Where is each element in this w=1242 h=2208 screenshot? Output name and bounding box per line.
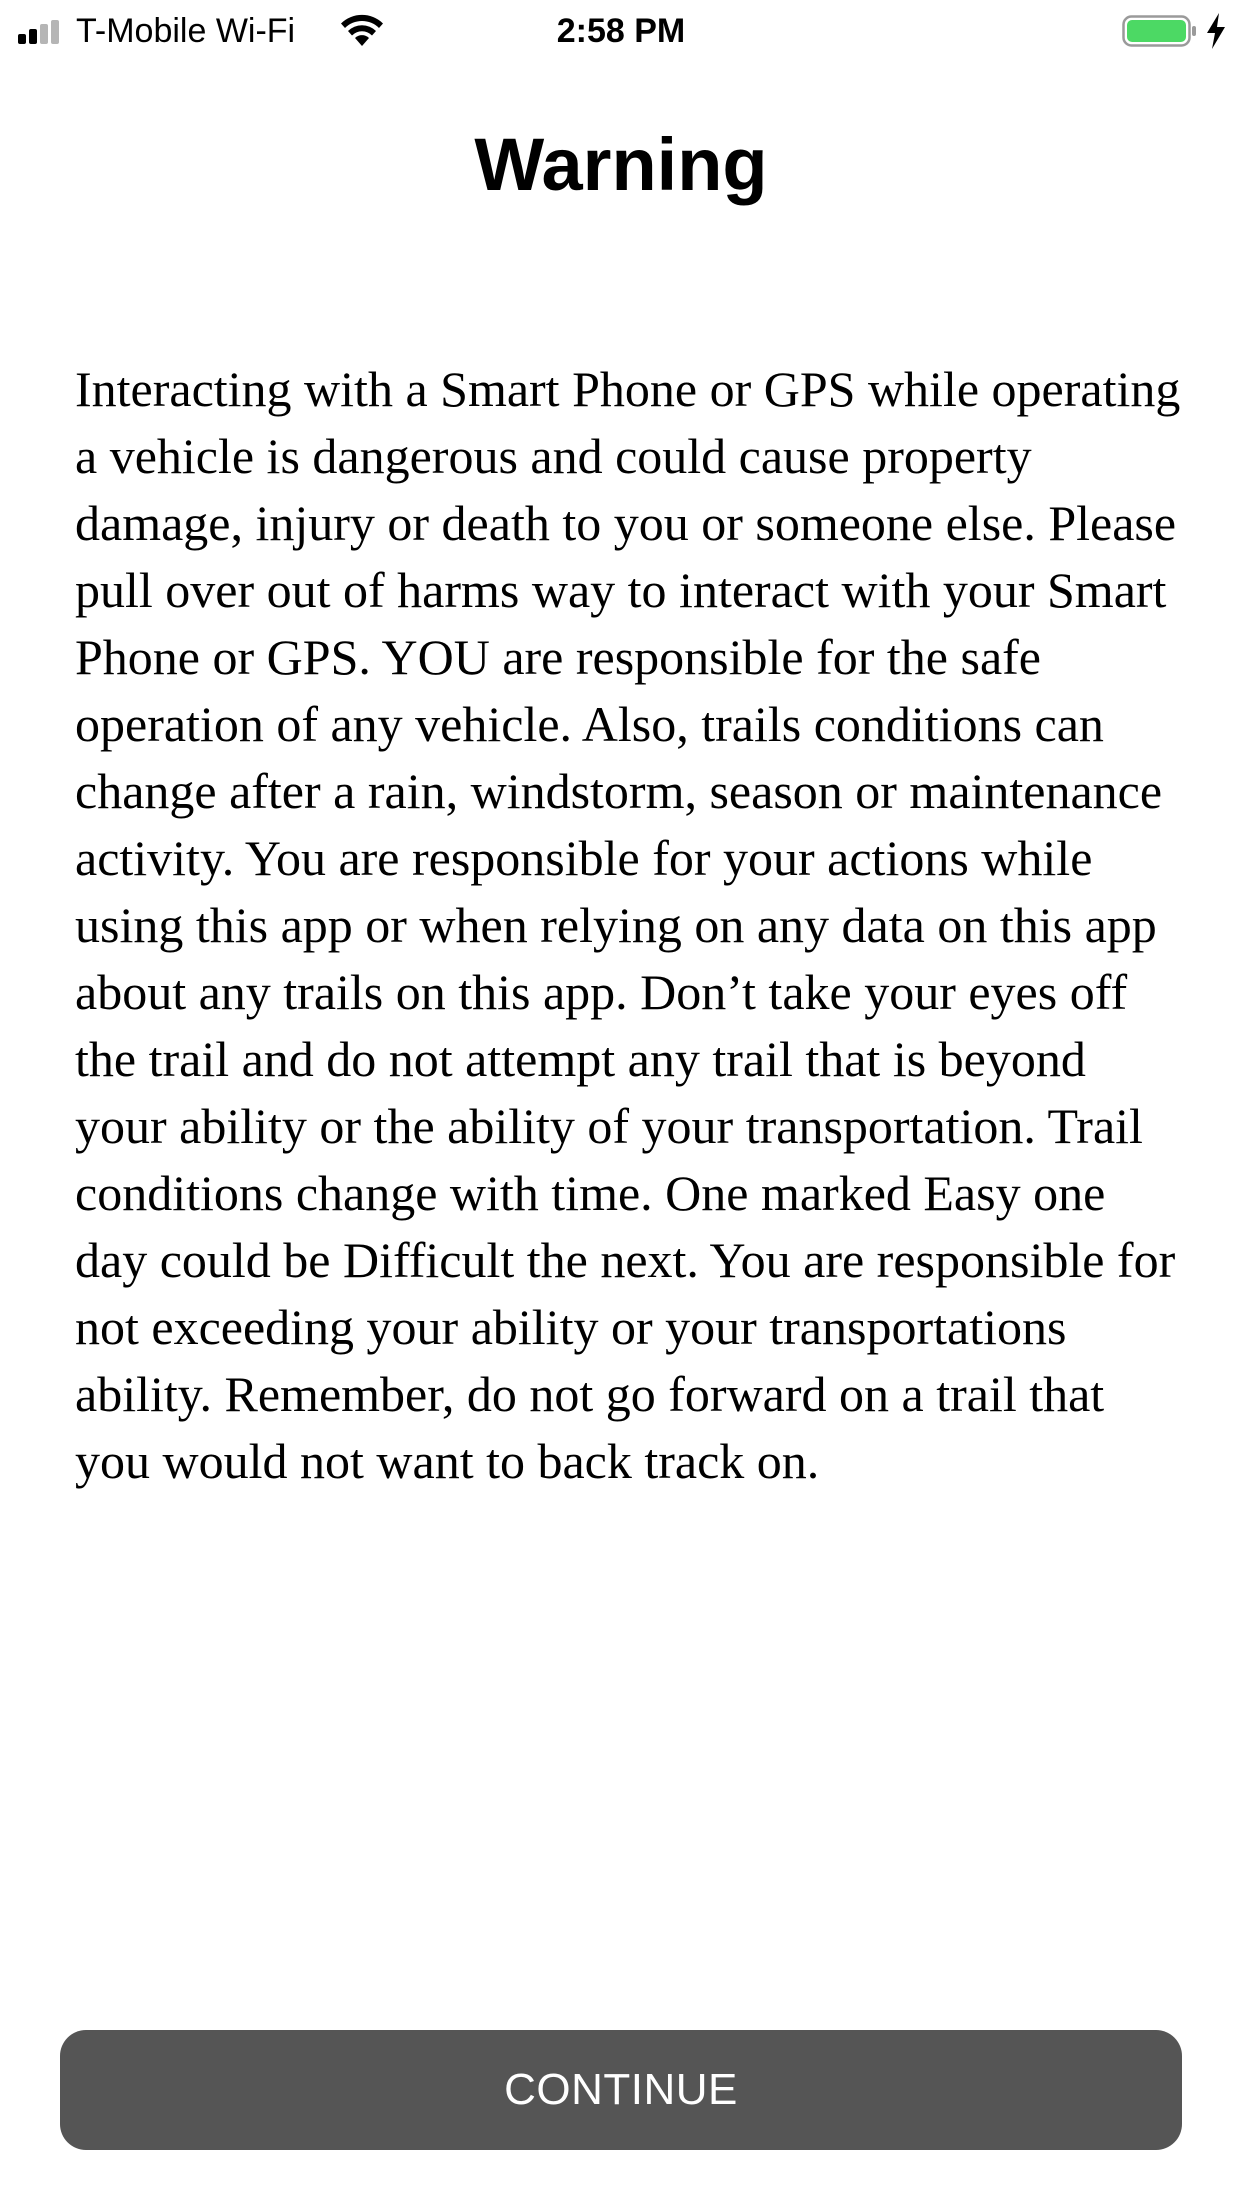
page-title: Warning	[474, 123, 768, 206]
battery-icon	[1122, 14, 1198, 48]
status-time: 2:58 PM	[556, 12, 686, 50]
status-bar	[0, 0, 1242, 60]
carrier-name: T-Mobile Wi-Fi	[76, 12, 296, 50]
charging-bolt-icon	[1204, 12, 1228, 50]
continue-button[interactable]: CONTINUE	[60, 2030, 1182, 2150]
warning-text: Interacting with a Smart Phone or GPS while operating a vehicle is dangerous and could cause property damage, injury or death to you or someone else. Please pull over out of harms way to interact with your Smart Phone or GPS. YOU are responsible for the safe operation of any vehicle. Also, trails conditions can change after a rain, windstorm, season or maintenance activity. You are responsible for your actions while using this app or when relying on any data on this app about any trails on this app. Don’t take your eyes off the trail and do not attempt any trail that is beyond your ability or the ability of your transportation. Trail conditions change with time. One marked Easy one day could be Difficult the next. You are responsible for not exceeding your ability or your transportations ability. Remember, do not go forward on a trail that you would not want to back track on.	[75, 361, 1181, 1489]
